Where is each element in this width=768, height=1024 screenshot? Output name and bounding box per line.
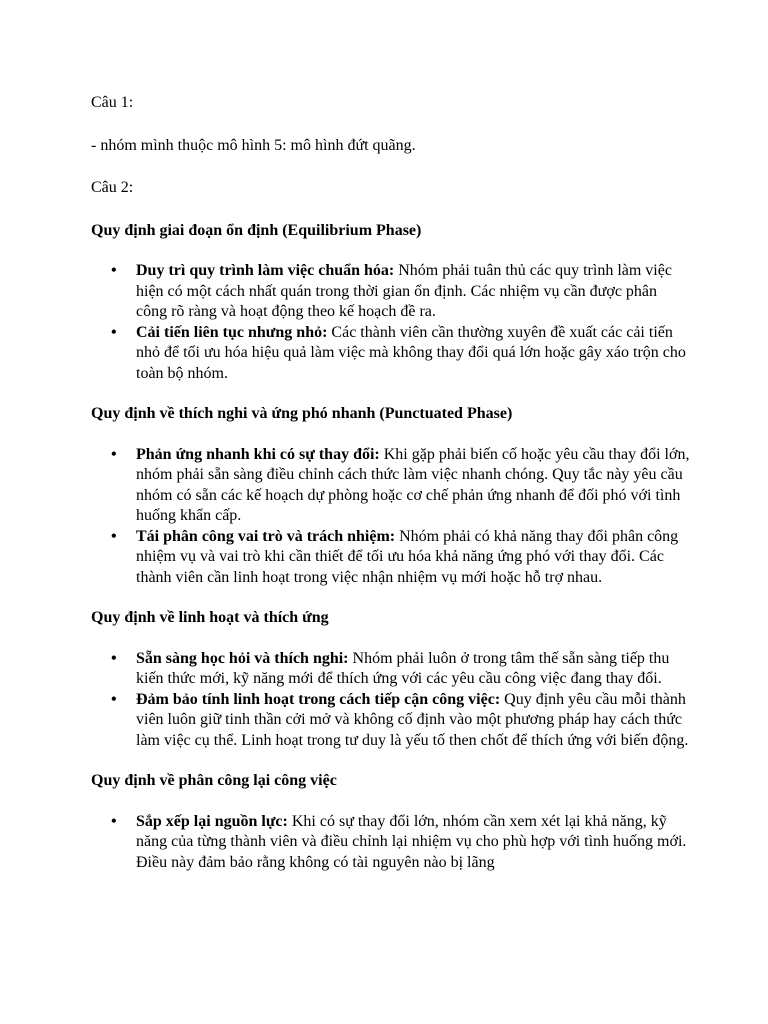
item-text: Nhóm phải tuân thủ các quy trình làm việc hiện có một cách nhất quán trong thời gian ổn định. Các nhiệm vụ cần được phân công rõ ràng và hoạt động theo kế hoạch đề ra. — [136, 262, 672, 320]
item-lead: Sẵn sàng học hỏi và thích nghi: — [136, 649, 349, 667]
item-lead: Sắp xếp lại nguồn lực: — [136, 812, 288, 830]
section-heading: Quy định về thích nghi và ứng phó nhanh (Punctuated Phase) — [91, 405, 513, 422]
list-item — [91, 445, 691, 527]
bullet-dot-icon: • — [111, 527, 117, 545]
bullet-list — [91, 261, 691, 384]
list-item — [91, 323, 691, 385]
section-heading: Quy định giai đoạn ổn định (Equilibrium Phase) — [91, 221, 422, 239]
bullet-dot-icon: • — [111, 445, 117, 463]
list-item — [91, 812, 691, 874]
item-text: Khi gặp phải biến cố hoặc yêu cầu thay đổi lớn, nhóm phải sẵn sàng điều chỉnh cách thức làm việc nhanh chóng. Quy tắc này yêu cầu nhóm có sẵn các kế hoạch dự phòng hoặc cơ chế phản ứng nhanh để đối phó với tình huống khẩn cấp. — [136, 445, 690, 524]
item-lead: Tái phân công vai trò và trách nhiệm: — [136, 527, 396, 545]
section-heading: Quy định về linh hoạt và thích ứng — [91, 609, 329, 626]
list-item — [91, 649, 691, 690]
list-item — [91, 527, 691, 589]
question-1-answer: - nhóm mình thuộc mô hình 5: mô hình đứt quãng. — [91, 136, 416, 154]
item-text: Nhóm phải có khả năng thay đổi phân công nhiệm vụ và vai trò khi cần thiết để tối ưu hóa khả năng ứng phó với thay đổi. Các thành viên cần linh hoạt trong việc nhận nhiệm vụ mới hoặc hỗ trợ nhau. — [136, 527, 679, 586]
item-lead: Duy trì quy trình làm việc chuẩn hóa: — [136, 262, 395, 279]
list-item — [91, 261, 691, 323]
bullet-dot-icon: • — [111, 323, 117, 341]
item-lead: Đảm bảo tính linh hoạt trong cách tiếp cận công việc: — [136, 690, 501, 708]
bullet-dot-icon: • — [111, 812, 117, 830]
bullet-dot-icon: • — [111, 690, 117, 708]
item-text: Quy định yêu cầu mỗi thành viên luôn giữ tinh thần cởi mở và không cố định vào một phương pháp hay cách thức làm việc cụ thể. Linh hoạt trong tư duy là yếu tố then chốt để thích ứng với biến động. — [136, 690, 689, 749]
item-text: Nhóm phải luôn ở trong tâm thế sẵn sàng tiếp thu kiến thức mới, kỹ năng mới để thích ứng với các yêu cầu công việc đang thay đổi. — [136, 649, 670, 687]
bullet-dot-icon: • — [111, 262, 117, 279]
bullet-list — [91, 649, 691, 752]
list-item — [91, 690, 691, 752]
item-text: Khi có sự thay đổi lớn, nhóm cần xem xét lại khả năng, kỹ năng của từng thành viên và điều chỉnh lại nhiệm vụ cho phù hợp với tình huống mới. Điều này đảm bảo rằng không có tài nguyên nào bị lãng — [136, 812, 687, 871]
bullet-list — [91, 812, 691, 874]
bullet-list — [91, 445, 691, 589]
document-page — [91, 93, 691, 893]
section-heading: Quy định về phân công lại công việc — [91, 772, 337, 789]
question-2-label: Câu 2: — [91, 179, 134, 196]
question-1-label: Câu 1: — [91, 94, 134, 111]
bullet-dot-icon: • — [111, 649, 117, 667]
item-lead: Phản ứng nhanh khi có sự thay đổi: — [136, 445, 380, 463]
item-lead: Cải tiến liên tục nhưng nhỏ: — [136, 323, 328, 341]
item-text: Các thành viên cần thường xuyên đề xuất các cải tiến nhỏ để tối ưu hóa hiệu quả làm việc mà không thay đổi quá lớn hoặc gây xáo trộn cho toàn bộ nhóm. — [136, 323, 686, 382]
